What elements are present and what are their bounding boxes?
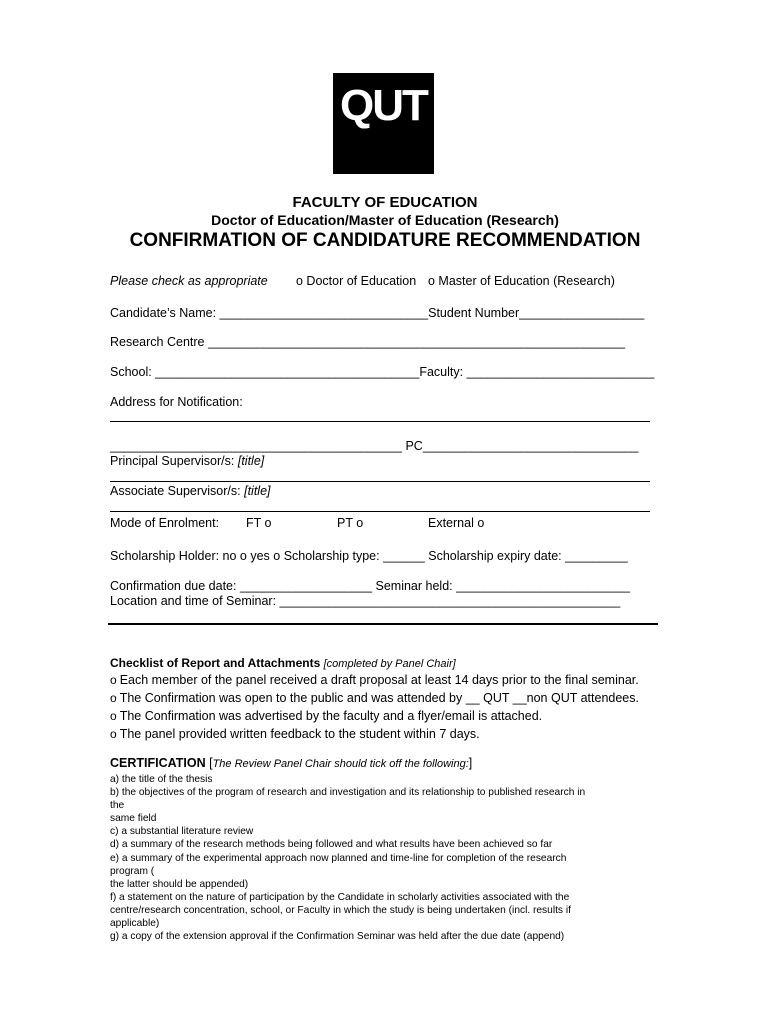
associate-supervisor-label: Associate Supervisor/s: [title] [110, 484, 271, 498]
principal-supervisor-label: Principal Supervisor/s: [title] [110, 454, 265, 468]
qut-logo [333, 73, 434, 174]
cert-line: program ( [110, 865, 155, 877]
cert-line: the [110, 800, 125, 812]
cert-line: f) a statement on the nature of participation by the Candidate in scholarly activities associated with the [110, 891, 570, 903]
cert-line: a) the title of the thesis [110, 774, 213, 785]
principal-supervisor-line[interactable] [110, 481, 650, 482]
option-master[interactable]: o Master of Education (Research) [428, 274, 615, 288]
cert-line: same field [110, 813, 157, 825]
associate-supervisor-line[interactable] [110, 511, 650, 512]
confirmation-due-field[interactable]: Confirmation due date: ___________________ Seminar held: _________________________ [110, 579, 630, 593]
program-heading: Doctor of Education/Master of Education (Research) [211, 212, 559, 228]
checklist-item[interactable]: o Each member of the panel received a draft proposal at least 14 days prior to the final seminar. [110, 673, 639, 687]
checklist-heading: Checklist of Report and Attachments [completed by Panel Chair] [110, 656, 456, 670]
cert-line: c) a substantial literature review [110, 826, 254, 838]
mode-label: Mode of Enrolment: [110, 516, 220, 530]
cert-line: applicable) [110, 918, 160, 930]
checkbox-icon: o [110, 727, 117, 741]
postcode-field[interactable]: __________________________________________ PC_______________________________ [110, 439, 639, 453]
section-divider [108, 623, 658, 625]
checklist-item[interactable]: o The Confirmation was advertised by the faculty and a flyer/email is attached. [110, 709, 543, 723]
mode-external-option[interactable]: External o [428, 516, 485, 530]
checkbox-icon: o [110, 673, 117, 687]
mode-pt-option[interactable]: PT o [337, 516, 364, 530]
mode-ft-option[interactable]: FT o [246, 516, 272, 530]
cert-line: centre/research concentration, school, or Faculty in which the study is being undertaken (incl. results if [110, 904, 571, 916]
cert-line: the latter should be appended) [110, 878, 249, 890]
faculty-heading: FACULTY OF EDUCATION [292, 194, 478, 211]
check-prompt: Please check as appropriate [110, 274, 268, 288]
checklist-item[interactable]: o The Confirmation was open to the public and was attended by __ QUT __non QUT attendees. [110, 691, 639, 705]
logo-text: QUT [340, 81, 427, 130]
checkbox-icon: o [110, 691, 117, 705]
candidate-name-field[interactable]: Candidate’s Name: ______________________________Student Number__________________ [110, 306, 645, 320]
seminar-location-field[interactable]: Location and time of Seminar: _________________________________________________ [110, 594, 621, 608]
form-title: CONFIRMATION OF CANDIDATURE RECOMMENDATION [129, 230, 641, 251]
address-line[interactable] [110, 421, 650, 422]
checklist-item[interactable]: o The panel provided written feedback to the student within 7 days. [110, 727, 480, 741]
cert-line: e) a summary of the experimental approach now planned and time-line for completion of the research [110, 852, 567, 864]
scholarship-field[interactable]: Scholarship Holder: no o yes o Scholarship type: ______ Scholarship expiry date: _________ [110, 549, 628, 563]
certification-list [110, 773, 655, 943]
research-centre-field[interactable]: Research Centre ____________________________________________________________ [110, 335, 626, 349]
school-faculty-field[interactable]: School: ______________________________________Faculty: ___________________________ [110, 365, 655, 379]
cert-line: b) the objectives of the program of research and investigation and its relationship to published research in [110, 787, 586, 799]
certification-heading: CERTIFICATION [The Review Panel Chair should tick off the following:] [110, 756, 473, 770]
cert-line: g) a copy of the extension approval if the Confirmation Seminar was held after the due date (append) [110, 931, 565, 943]
option-doctor[interactable]: o Doctor of Education [296, 274, 417, 288]
checkbox-icon: o [110, 709, 117, 723]
cert-line: d) a summary of the research methods being followed and what results have been achieved so far [110, 839, 553, 851]
address-label: Address for Notification: [110, 395, 243, 409]
